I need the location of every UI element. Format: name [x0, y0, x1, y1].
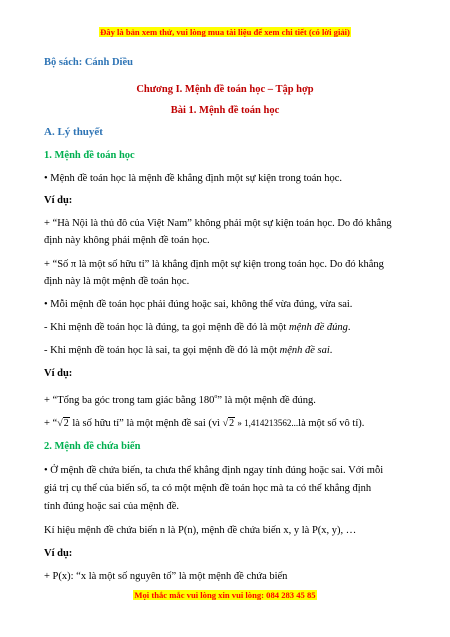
example-3-text: + “Tổng ba góc trong tam giác bằng 180 — [44, 395, 215, 406]
example-4-open: + “ — [44, 418, 58, 429]
sqrt-expression-2: √2 — [222, 418, 235, 429]
paragraph-false-statement — [44, 344, 416, 358]
example-3 — [44, 390, 416, 408]
subsection-1-heading: 1. Mệnh đề toán học — [44, 150, 135, 161]
false-statement-term: mệnh đề sai — [279, 345, 330, 356]
paragraph-variable-line-2: giá trị cụ thể của biến số, ta có một mệnh đề toán học mà ta có thể khẳng định — [44, 483, 372, 494]
paragraph-true-false: • Mỗi mệnh đề toán học phải đúng hoặc sai, không thể vừa đúng, vừa sai. — [44, 299, 353, 310]
paragraph-definition: • Mệnh đề toán học là mệnh đề khẳng định một sự kiện trong toán học. — [44, 173, 343, 184]
false-statement-end: . — [329, 345, 333, 356]
true-statement-text: - Khi mệnh đề toán học là đúng, ta gọi mệnh đề đó là một — [44, 322, 289, 333]
true-statement-term: mệnh đề đúng — [288, 322, 348, 333]
paragraph-notation: Kí hiệu mệnh đề chứa biến n là P(n), mệnh đề chứa biến x, y là P(x, y), … — [44, 525, 357, 536]
preview-banner — [0, 27, 450, 37]
sqrt-radicand: 2 — [63, 418, 69, 429]
example-4-middle: là số hữu tỉ” là một mệnh đề sai (vì — [69, 418, 223, 429]
example-label-3: Ví dụ: — [44, 548, 73, 559]
lesson-title: Bài 1. Mệnh đề toán học — [170, 105, 280, 116]
approx-value: » 1,414213562... — [235, 418, 299, 428]
example-5: + P(x): “x là một số nguyên tố” là một mệnh đề chứa biến — [44, 571, 288, 582]
paragraph-variable-line-1: • Ở mệnh đề chứa biến, ta chưa thể khẳng định ngay tính đúng hoặc sai. Với mỗi — [44, 465, 384, 476]
sqrt-radicand-2: 2 — [229, 418, 235, 429]
false-statement-text: - Khi mệnh đề toán học là sai, ta gọi mệnh đề đó là một — [44, 345, 280, 356]
example-3-end: ” là một mệnh đề đúng. — [217, 395, 316, 406]
book-label: Bộ sách: Cánh Diều — [44, 57, 133, 68]
contact-banner-text: Mọi thắc mắc vui lòng xin vui lòng: 084 283 45 85 — [134, 590, 316, 600]
contact-banner — [0, 590, 450, 600]
section-a-heading: A. Lý thuyết — [44, 126, 103, 138]
subsection-2-heading: 2. Mệnh đề chứa biến — [44, 441, 141, 452]
preview-banner-text: Đây là bản xem thử, vui lòng mua tài liệu để xem chi tiết (có lời giải) — [100, 27, 350, 37]
paragraph-variable-line-3: tính đúng hoặc sai của mệnh đề. — [44, 501, 180, 512]
example-2-line-2: định này là một mệnh đề toán học. — [44, 276, 190, 287]
example-2-line-1: + “Số π là một số hữu tỉ” là khẳng định một sự kiện trong toán học. Do đó khẳng — [44, 259, 384, 270]
true-statement-end: . — [347, 322, 351, 333]
paragraph-true-statement — [44, 321, 416, 335]
example-label-1: Ví dụ: — [44, 195, 73, 206]
example-4 — [44, 416, 416, 431]
degree-sup: o — [214, 394, 218, 400]
example-label-2: Ví dụ: — [44, 368, 73, 379]
example-1-line-1: + “Hà Nội là thủ đô của Việt Nam” không phải một sự kiện toán học. Do đó khẳng — [44, 218, 392, 229]
example-1-line-2: định này không phải mệnh đề toán học. — [44, 235, 210, 246]
chapter-title: Chương I. Mệnh đề toán học – Tập hợp — [136, 84, 314, 95]
example-4-end: là một số vô tỉ). — [298, 418, 365, 429]
sqrt-expression: √2 — [57, 418, 69, 429]
